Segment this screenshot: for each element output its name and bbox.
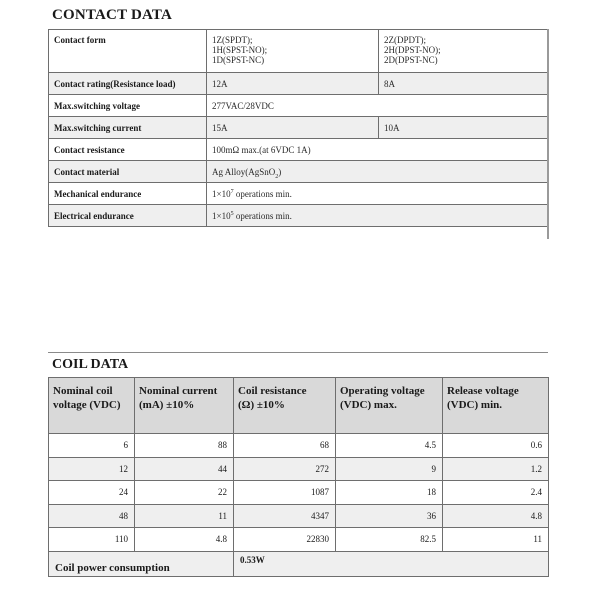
cell-value: 36 [336,504,443,528]
cell-value: 4.8 [135,528,234,552]
header-line: Release voltage [447,385,519,397]
coil-data-heading: COIL DATA [52,357,129,372]
table-row [49,457,549,481]
table-row [49,205,549,227]
cell-value: 10A [379,117,549,139]
table-edge-shadow [547,29,549,239]
column-header-operating-voltage [336,378,443,434]
cell-value: 11 [135,504,234,528]
table-row [49,117,549,139]
section-divider [48,352,548,353]
cell-value: 88 [135,434,234,458]
cell-value: 4.5 [336,434,443,458]
value-text: 1×10 [212,189,231,199]
table-row [49,73,549,95]
value-text: Ag Alloy(AgSnO [212,167,276,177]
cell-line: 2Z(DPDT); [384,35,426,45]
header-line: Nominal coil [53,385,113,397]
header-line: Nominal current [139,385,218,397]
row-label: Mechanical endurance [49,183,207,205]
cell-value: 22830 [234,528,336,552]
header-line: (Ω) ±10% [238,399,285,411]
cell-value [207,205,549,227]
cell-value: 24 [49,481,135,505]
table-header-row [49,378,549,434]
cell-value: 4.8 [443,504,549,528]
value-superscript: 5 [230,211,234,217]
coil-data-table [48,377,549,577]
row-label: Contact rating(Resistance load) [49,73,207,95]
column-header-coil-resistance [234,378,336,434]
header-line: Coil resistance [238,385,307,397]
row-label: Contact resistance [49,139,207,161]
table-row [49,481,549,505]
row-label: Contact form [49,30,207,73]
table-row-power [49,551,549,576]
cell-value: 277VAC/28VDC [207,95,549,117]
cell-value: 12 [49,457,135,481]
cell-value: 272 [234,457,336,481]
header-line: (VDC) min. [447,399,502,411]
table-row [49,183,549,205]
table-row [49,504,549,528]
cell-value: 4347 [234,504,336,528]
value-text: 1×10 [212,211,231,221]
header-line: (VDC) max. [340,399,397,411]
cell-value: 48 [49,504,135,528]
cell-line: 1Z(SPDT); [212,35,253,45]
value-text: operations min. [233,189,292,199]
table-row [49,95,549,117]
value-text: ) [278,167,282,177]
value-superscript: 7 [230,189,234,195]
table-row [49,30,549,73]
cell-line: 2D(DPST-NC) [384,55,438,65]
header-line: voltage (VDC) [53,399,121,411]
coil-power-label: Coil power consumption [49,551,234,576]
value-subscript: 2 [275,173,279,180]
column-header-nominal-current [135,378,234,434]
cell-value: 82.5 [336,528,443,552]
column-header-nominal-voltage [49,378,135,434]
cell-value: 0.6 [443,434,549,458]
cell-value: 9 [336,457,443,481]
cell-value: 15A [207,117,379,139]
row-label: Contact material [49,161,207,183]
cell-value: 22 [135,481,234,505]
value-text: operations min. [233,211,292,221]
table-row [49,161,549,183]
cell-value: 1.2 [443,457,549,481]
cell-value: 110 [49,528,135,552]
row-label: Max.switching current [49,117,207,139]
contact-data-table [48,29,549,227]
cell-value: 44 [135,457,234,481]
cell-value: 1087 [234,481,336,505]
cell-line: 2H(DPST-NO); [384,45,441,55]
cell-value: 6 [49,434,135,458]
table-row [49,139,549,161]
coil-power-value: 0.53W [234,551,549,576]
cell-value [207,161,549,183]
cell-line: 1D(SPST-NC) [212,55,265,65]
row-label: Electrical endurance [49,205,207,227]
header-line: (mA) ±10% [139,399,195,411]
cell-value [207,183,549,205]
cell-value: 68 [234,434,336,458]
contact-data-heading: CONTACT DATA [52,7,173,23]
cell-value: 18 [336,481,443,505]
cell-value: 8A [379,73,549,95]
cell-value: 2.4 [443,481,549,505]
contact-form-1-pole [207,30,379,73]
cell-value: 11 [443,528,549,552]
row-label: Max.switching voltage [49,95,207,117]
table-row [49,528,549,552]
column-header-release-voltage [443,378,549,434]
header-line: Operating voltage [340,385,425,397]
cell-value: 12A [207,73,379,95]
cell-value: 100mΩ max.(at 6VDC 1A) [207,139,549,161]
contact-form-2-pole [379,30,549,73]
table-row [49,434,549,458]
cell-line: 1H(SPST-NO); [212,45,268,55]
